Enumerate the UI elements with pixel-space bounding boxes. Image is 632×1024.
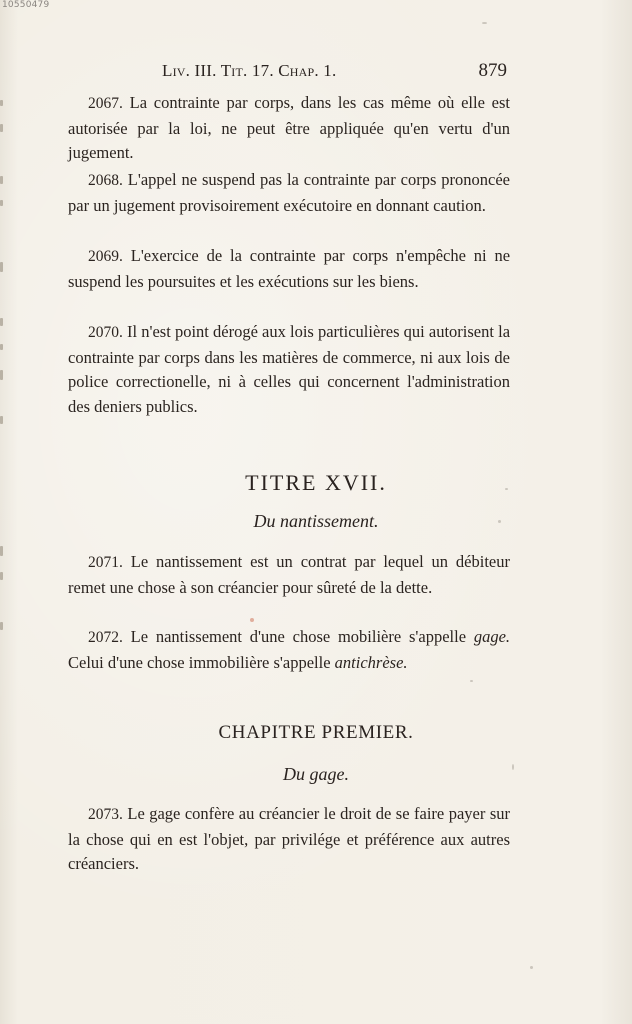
article-text-part: Celui d'une chose immobilière s'appelle	[68, 652, 331, 672]
paper-speck	[470, 680, 473, 682]
article-text: L'exercice de la contrainte par corps n'empêche ni ne suspend les poursuites et les exécutions sur les biens.	[68, 246, 511, 291]
binding-mark	[0, 572, 3, 580]
article-text-part: Le nantissement d'une chose mobilière s'appelle	[130, 627, 467, 646]
term-gage: gage.	[473, 627, 511, 646]
article-2070	[68, 320, 510, 419]
term-antichrese: antichrèse.	[334, 652, 408, 672]
binding-mark	[0, 100, 3, 106]
chapitre-subheading: Du gage.	[283, 764, 349, 784]
article-text: L'appel ne suspend pas la contrainte par corps prononcée par un jugement provisoirement exécutoire en donnant caution.	[68, 170, 511, 215]
binding-mark	[0, 344, 3, 350]
paper-speck	[482, 22, 487, 24]
article-text: Il n'est point dérogé aux lois particulières qui autorisent la contrainte par corps dans les matières de commerce, ni aux lois de police correctionelle, ni à celles qui concernent l'administration des deniers publics.	[68, 322, 511, 416]
running-header	[162, 60, 507, 86]
binding-mark	[0, 200, 3, 206]
article-text: La contrainte par corps, dans les cas même où elle est autorisée par la loi, ne peut être appliquée qu'en vertu d'un jugement.	[68, 93, 511, 162]
chapitre-heading: CHAPITRE PREMIER.	[218, 722, 414, 743]
article-text: Le gage confère au créancier le droit de se faire payer sur la chose qui en est l'objet, par privilége et préférence aux autres créanciers.	[68, 804, 510, 873]
running-head-text: Liv. III. Tit. 17. Chap. 1.	[162, 61, 337, 80]
article-number: 2070.	[88, 324, 123, 341]
titre-subheading: Du nantissement.	[253, 511, 379, 531]
binding-mark	[0, 124, 3, 132]
article-number: 2069.	[88, 248, 123, 265]
binding-mark	[0, 370, 3, 380]
article-2072	[68, 625, 510, 675]
article-number: 2071.	[88, 554, 123, 571]
binding-mark	[0, 262, 3, 272]
binding-mark	[0, 318, 3, 326]
binding-mark	[0, 416, 3, 424]
binding-mark	[0, 176, 3, 184]
binding-mark	[0, 546, 3, 556]
paper-speck	[250, 618, 254, 622]
article-2069	[68, 244, 510, 294]
article-2073	[68, 802, 510, 877]
page-number: 879	[478, 60, 507, 81]
article-number: 2073.	[88, 806, 123, 823]
scan-identifier: 10550479	[2, 0, 50, 10]
article-number: 2068.	[88, 172, 123, 189]
article-number: 2067.	[88, 95, 123, 112]
paper-speck	[530, 966, 533, 969]
article-2067	[68, 91, 510, 166]
titre-heading: TITRE XVII.	[245, 470, 387, 495]
article-2068	[68, 168, 510, 218]
binding-mark	[0, 622, 3, 630]
article-2071	[68, 550, 510, 600]
article-number: 2072.	[88, 629, 123, 646]
article-text: Le nantissement est un contrat par lequel un débiteur remet une chose à son créancier pour sûreté de la dette.	[68, 552, 510, 597]
